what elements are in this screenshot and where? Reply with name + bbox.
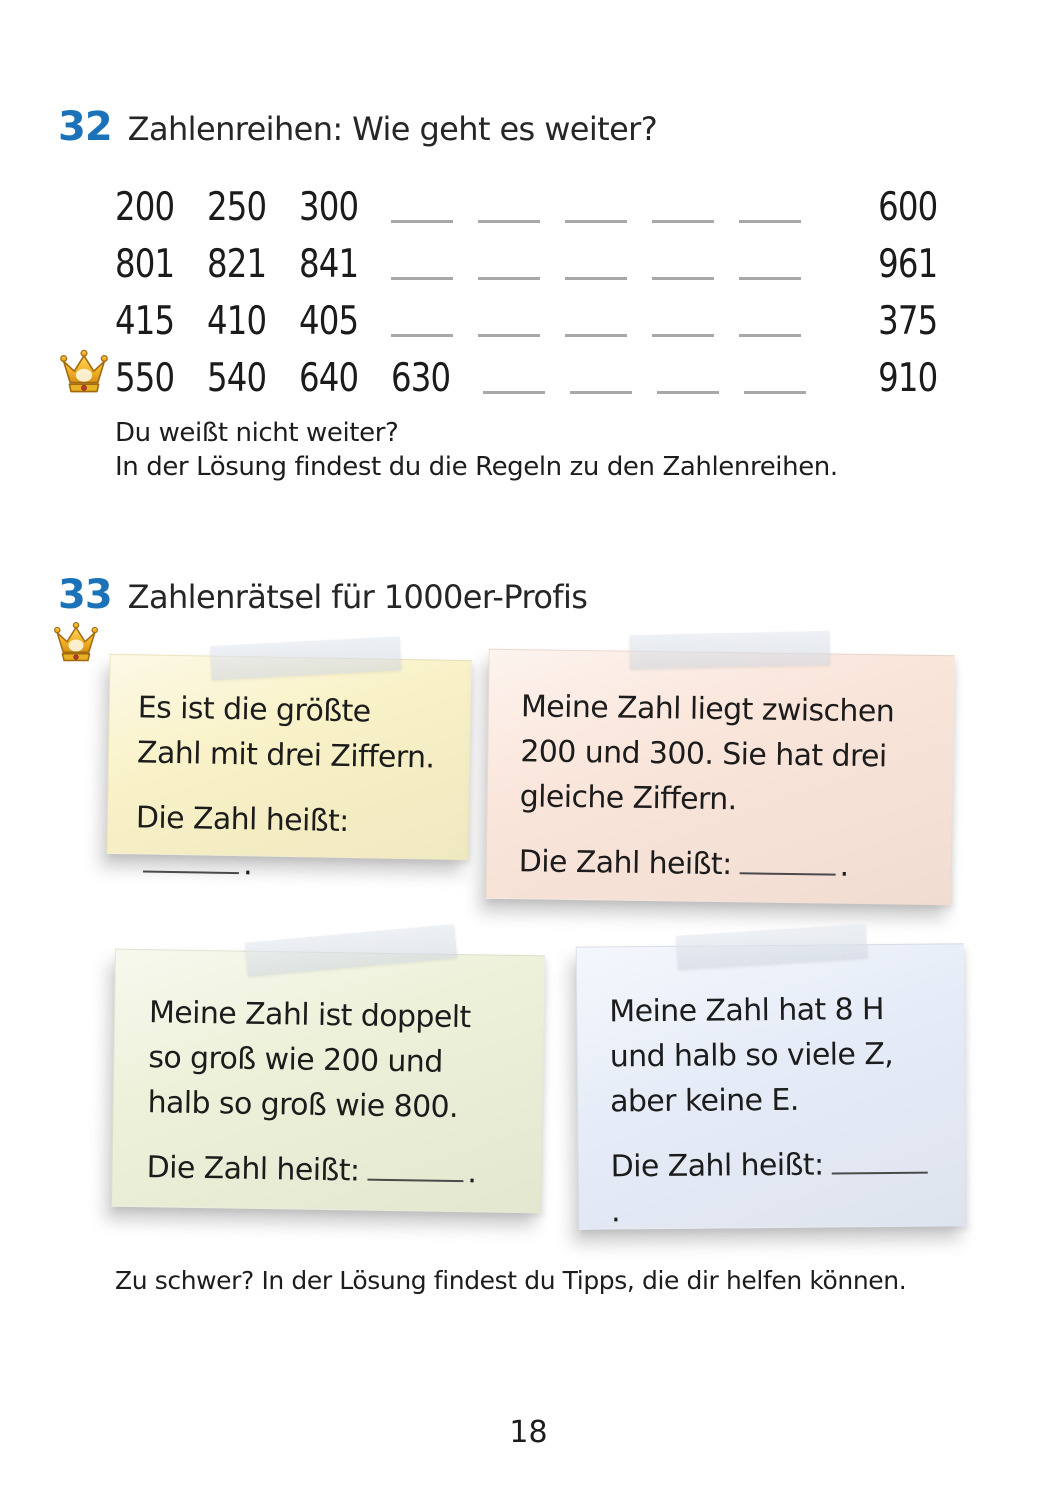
exercise-number: 32 [58,104,112,150]
sequence-number: 375 [877,299,937,345]
exercise-32-header [58,104,657,150]
tape-strip [629,631,830,669]
exercise-title: Zahlenreihen: Wie geht es weiter? [127,110,658,148]
sequence-blank [652,272,714,280]
sticky-note-green [111,949,545,1214]
riddle-text: Meine Zahl liegt zwischen 200 und 300. Sie hat drei gleiche Ziffern. [519,689,895,818]
sequence-number: 415 [115,299,175,345]
exercise-33-header [58,572,587,618]
sequence-row [115,172,937,229]
exercise-33-hint: Zu schwer? In der Lösung findest du Tipps, die dir helfen können. [115,1266,907,1295]
sequence-blank [391,215,453,223]
sequence-blank [652,215,714,223]
answer-row [610,1142,933,1235]
answer-prompt: Die Zahl heißt: [518,844,732,883]
sequence-number: 910 [877,356,937,402]
sequence-blank [739,329,801,337]
riddle-text: Meine Zahl ist doppelt so groß wie 200 und halb so groß wie 800. [147,995,471,1126]
sequence-blank [391,272,453,280]
sequence-number: 300 [299,185,359,231]
sequence-blank [570,386,632,394]
sequence-blank [652,329,714,337]
exercise-number: 33 [58,572,112,618]
sequence-number: 540 [207,356,267,402]
answer-blank [367,1159,463,1183]
answer-row [146,1145,507,1196]
sequence-row [115,229,937,286]
page-number: 18 [509,1415,548,1450]
sticky-note-pink [485,649,954,905]
number-sequences [115,172,937,400]
sequence-blank [478,215,540,223]
sequence-blank [565,272,627,280]
answer-prompt: Die Zahl heißt: [610,1147,824,1185]
sequence-number: 550 [115,356,175,402]
answer-blank [143,850,239,874]
riddle-text: Es ist die größte Zahl mit drei Ziffern. [136,690,435,776]
sequence-number: 841 [299,242,359,288]
sequence-blank [565,329,627,337]
answer-row [518,839,919,890]
riddle-text: Meine Zahl hat 8 H und halb so viele Z, aber keine E. [609,992,894,1120]
sequence-row [115,286,937,343]
sequence-blank [478,272,540,280]
sequence-blank [565,215,627,223]
sequence-number: 200 [115,185,175,231]
exercise-32-hint [115,416,838,485]
answer-suffix: . [242,847,253,883]
answer-prompt: Die Zahl heißt: [135,800,350,840]
answer-prompt: Die Zahl heißt: [146,1150,360,1189]
sequence-number: 405 [299,299,359,345]
sequence-number: 600 [877,185,937,231]
sequence-blank [478,329,540,337]
answer-blank [831,1152,927,1175]
sequence-number: 630 [391,356,451,402]
sequence-number: 801 [115,242,175,288]
tape-strip [210,636,402,680]
sequence-blank [739,272,801,280]
sequence-number: 821 [207,242,267,288]
sequence-blank [391,329,453,337]
sticky-note-blue [576,943,966,1229]
sequence-number: 250 [207,185,267,231]
answer-suffix: . [467,1155,477,1191]
sequence-row [115,343,937,400]
sequence-blank [744,386,806,394]
crown-icon [58,348,110,396]
sticky-note-yellow [106,654,471,883]
sequence-number: 410 [207,299,267,345]
answer-blank [739,852,835,875]
answer-suffix: . [610,1194,621,1230]
tape-strip [245,924,457,977]
sequence-number: 961 [877,242,937,288]
exercise-title: Zahlenrätsel für 1000er-Profis [127,578,588,616]
answer-suffix: . [839,848,849,884]
sequence-blank [739,215,801,223]
hint-line: Du weißt nicht weiter? [115,418,399,448]
crown-icon [52,620,100,665]
sequence-blank [483,386,545,394]
hint-line: In der Lösung findest du die Regeln zu den Zahlenreihen. [115,452,838,483]
answer-row [135,795,441,890]
sequence-number: 640 [299,356,359,402]
tape-strip [676,924,868,970]
sequence-blank [657,386,719,394]
